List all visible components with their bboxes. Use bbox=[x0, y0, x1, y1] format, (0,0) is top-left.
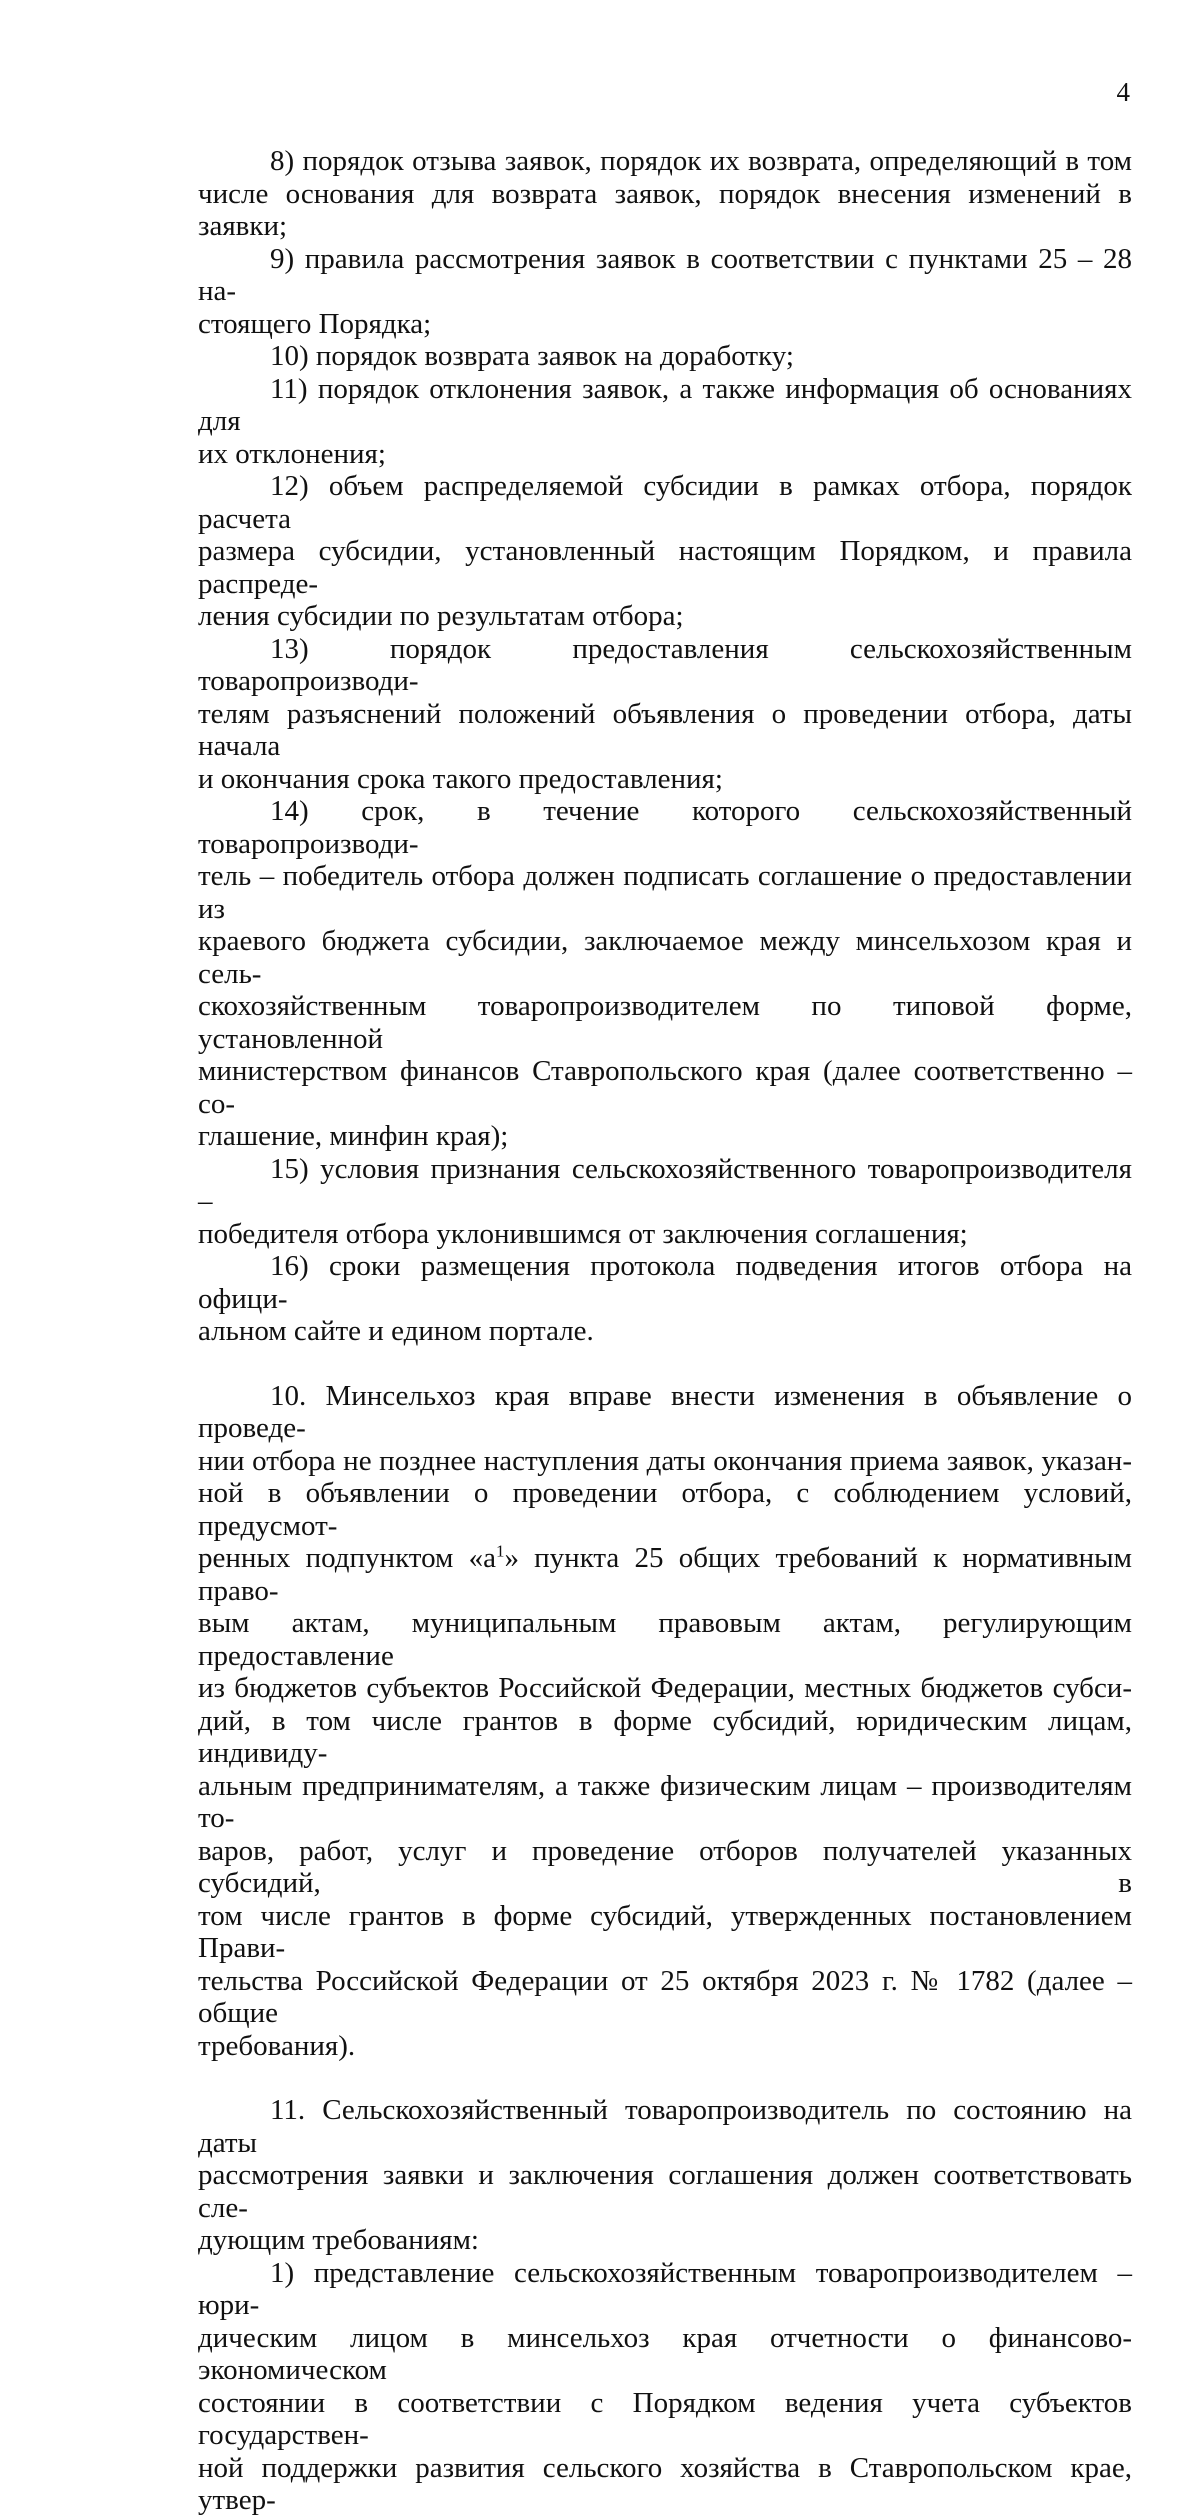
list-item-1 bbox=[198, 2257, 1132, 2517]
text-line: 10. Минсельхоз края вправе внести изменения в объявление о проведе- bbox=[198, 1379, 1132, 1444]
list-item-14 bbox=[198, 795, 1132, 1153]
text-line: 11) порядок отклонения заявок, а также информация об основаниях для bbox=[198, 372, 1132, 437]
text-line: ной поддержки развития сельского хозяйства в Ставропольском крае, утвер- bbox=[198, 2451, 1132, 2516]
list-item-16 bbox=[198, 1250, 1132, 1348]
page-number: 4 bbox=[1116, 77, 1130, 107]
paragraph-gap bbox=[198, 2062, 1132, 2094]
text-line: скохозяйственным товаропроизводителем по типовой форме, установленной bbox=[198, 990, 1132, 1055]
list-item-15 bbox=[198, 1153, 1132, 1251]
list-item-12 bbox=[198, 470, 1132, 633]
text-line: 10) порядок возврата заявок на доработку; bbox=[270, 340, 794, 372]
text-line: дий, в том числе грантов в форме субсидий, юридическим лицам, индивиду- bbox=[198, 1704, 1132, 1769]
text-line: размера субсидии, установленный настоящим Порядком, и правила распреде- bbox=[198, 535, 1132, 600]
text-line: числе основания для возврата заявок, порядок внесения изменений в заявки; bbox=[198, 177, 1132, 242]
text-line: дическим лицом в минсельхоз края отчетности о финансово-экономическом bbox=[198, 2321, 1132, 2386]
text-line: ления субсидии по результатам отбора; bbox=[198, 600, 684, 632]
text-line: глашение, минфин края); bbox=[198, 1120, 509, 1152]
text-line: 14) срок, в течение которого сельскохозяйственный товаропроизводи- bbox=[198, 795, 1132, 860]
text-line: 8) порядок отзыва заявок, порядок их возврата, определяющий в том bbox=[270, 145, 1132, 177]
text-line: победителя отбора уклонившимся от заключения соглашения; bbox=[198, 1217, 968, 1250]
text-line: ной в объявлении о проведении отбора, с соблюдением условий, предусмот- bbox=[198, 1477, 1132, 1542]
text-line: тель – победитель отбора должен подписать соглашение о предоставлении из bbox=[198, 860, 1132, 925]
text-line: вым актам, муниципальным правовым актам, регулирующим предоставление bbox=[198, 1607, 1132, 1672]
text-line: альном сайте и едином портале. bbox=[198, 1315, 594, 1347]
text-line: тельства Российской Федерации от 25 октября 2023 г. № 1782 (далее – общие bbox=[198, 1964, 1132, 2029]
text-line: 1) представление сельскохозяйственным товаропроизводителем – юри- bbox=[198, 2256, 1132, 2321]
text-line: стоящего Порядка; bbox=[198, 307, 432, 340]
text-line: дующим требованиям: bbox=[198, 2224, 479, 2256]
document-body bbox=[198, 145, 1132, 2517]
clause-10 bbox=[198, 1380, 1132, 2063]
paragraph-gap bbox=[198, 1348, 1132, 1380]
text-line: 13) порядок предоставления сельскохозяйственным товаропроизводи- bbox=[198, 632, 1132, 697]
list-item-11 bbox=[198, 373, 1132, 471]
text-line: краевого бюджета субсидии, заключаемое между минсельхозом края и сель- bbox=[198, 925, 1132, 990]
text-line: варов, работ, услуг и проведение отборов получателей указанных субсидий, в bbox=[198, 1834, 1132, 1899]
text-line: том числе грантов в форме субсидий, утвержденных постановлением Прави- bbox=[198, 1899, 1132, 1964]
text-line: 15) условия признания сельскохозяйственного товаропроизводителя – bbox=[198, 1152, 1132, 1217]
text-line: 16) сроки размещения протокола подведения итогов отбора на офици- bbox=[198, 1250, 1132, 1315]
text-line: их отклонения; bbox=[198, 437, 386, 470]
clause-11 bbox=[198, 2094, 1132, 2257]
text-line: требования). bbox=[198, 2029, 356, 2062]
text-line: нии отбора не позднее наступления даты окончания приема заявок, указан- bbox=[198, 1444, 1132, 1477]
text-segment: ренных подпунктом «а bbox=[198, 1542, 496, 1574]
text-line: 11. Сельскохозяйственный товаропроизводитель по состоянию на даты bbox=[198, 2094, 1132, 2159]
list-item-8 bbox=[198, 145, 1132, 243]
text-line: рассмотрения заявки и заключения соглашения должен соответствовать сле- bbox=[198, 2159, 1132, 2224]
text-line: состоянии в соответствии с Порядком ведения учета субъектов государствен- bbox=[198, 2386, 1132, 2451]
list-item-13 bbox=[198, 633, 1132, 796]
text-line: из бюджетов субъектов Российской Федерации, местных бюджетов субси- bbox=[198, 1672, 1132, 1704]
text-line: телям разъяснений положений объявления о проведении отбора, даты начала bbox=[198, 697, 1132, 762]
text-line: 12) объем распределяемой субсидии в рамках отбора, порядок расчета bbox=[198, 470, 1132, 535]
text-line: министерством финансов Ставропольского края (далее соответственно – со- bbox=[198, 1055, 1132, 1120]
superscript: 1 bbox=[495, 1541, 505, 1561]
text-line-with-superscript bbox=[198, 1542, 1132, 1607]
text-segment: » пункта 25 общих требований к нормативным право- bbox=[198, 1542, 1132, 1607]
text-line: 9) правила рассмотрения заявок в соответствии с пунктами 25 – 28 на- bbox=[198, 242, 1132, 307]
text-line: и окончания срока такого предоставления; bbox=[198, 762, 723, 795]
list-item-9 bbox=[198, 243, 1132, 341]
list-item-10 bbox=[198, 340, 1132, 373]
text-line: альным предпринимателям, а также физическим лицам – производителям то- bbox=[198, 1769, 1132, 1834]
